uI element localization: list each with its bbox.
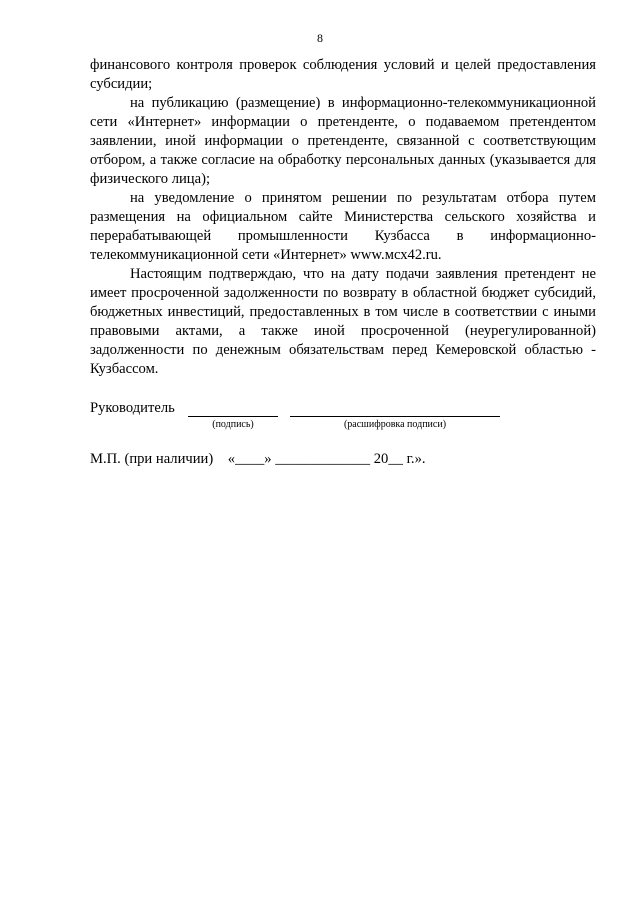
signature-line [188,400,278,417]
paragraph-notification: на уведомление о принятом решении по результатам отбора путем размещения на официальном сайте Министерства сельского хозяйства и перерабатывающей промышленности Кузбасса в информационно-телекоммуникационной сети «Интернет» www.мсх42.ru. [90,190,596,263]
paragraph-publication-consent: на публикацию (размещение) в информационно-телекоммуникационной сети «Интернет» информации о претенденте, о подаваемом претендентом заявлении, иной информации о претенденте, связанной с соответствующим отбором, а также согласие на обработку персональных данных (указывается для физического лица); [90,95,596,187]
signature-decoding-line [290,400,500,417]
signature-caption: (подпись) [212,419,254,430]
stamp-date-line: М.П. (при наличии) «____» _____________ 20__ г.». [90,451,426,467]
page-number: 8 [317,31,323,45]
paragraph-control-check: финансового контроля проверок соблюдения условий и целей предоставления субсидии; [90,57,596,92]
signatory-label: Руководитель [90,400,175,416]
signature-block [90,400,596,430]
paragraph-confirmation: Настоящим подтверждаю, что на дату подачи заявления претендент не имеет просроченной задолженности по возврату в областной бюджет субсидий, бюджетных инвестиций, предоставленных в том числе в соответствии с иными правовыми актами, а также иной просроченной (неурегулированной) задолженности по денежным обязательствам перед Кемеровской областью - Кузбассом. [90,266,596,377]
signature-row [90,400,596,430]
document-body [90,56,596,379]
signature-decoding-caption: (расшифровка подписи) [343,419,447,430]
